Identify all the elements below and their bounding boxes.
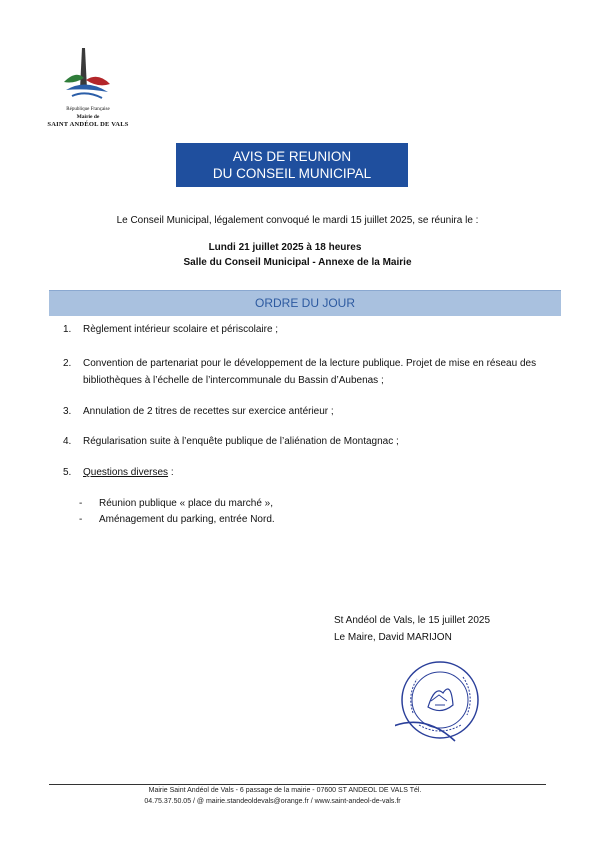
agenda-item-number: 5. (63, 467, 72, 478)
mairie-seal-icon (395, 655, 485, 745)
agenda-heading: ORDRE DU JOUR (49, 290, 561, 316)
agenda-item-text (83, 464, 558, 481)
sub-item-text: Aménagement du parking, entrée Nord. (99, 514, 275, 525)
official-stamp (395, 655, 485, 745)
title-banner (176, 143, 408, 187)
footer-contact: 04.75.37.50.05 / @ mairie.standeoldevals@orange.fr / www.saint-andeol-de-vals.fr (144, 798, 401, 805)
sub-item-dash: - (79, 514, 83, 525)
meeting-date: Lundi 21 juillet 2025 à 18 heures (208, 242, 362, 253)
agenda-item-text: Règlement intérieur scolaire et périscolaire ; (83, 324, 279, 335)
logo-republique: République Française (66, 107, 110, 112)
sub-item-text: Réunion publique « place du marché », (99, 498, 274, 509)
questions-diverses-label: Questions diverses (83, 467, 169, 478)
title-line-2: DU CONSEIL MUNICIPAL (212, 166, 372, 181)
agenda-item-text: Convention de partenariat pour le développement de la lecture publique. Projet de mise en réseau des bibliothèques à l’échelle de l’intercommunale du Bassin d’Aubenas ; (83, 358, 537, 386)
agenda-item-text: Annulation de 2 titres de recettes sur exercice antérieur ; (83, 406, 334, 417)
footer-divider (49, 784, 546, 785)
meeting-place: Salle du Conseil Municipal - Annexe de la Mairie (183, 257, 412, 268)
agenda-item-text: Régularisation suite à l’enquête publique de l’aliénation de Montagnac ; (83, 436, 399, 447)
signature-place-date: St Andéol de Vals, le 15 juillet 2025 (334, 615, 491, 626)
logo-town: SAINT ANDÉOL DE VALS (47, 121, 129, 128)
title-line-1: AVIS DE REUNION (232, 149, 352, 164)
questions-diverses-suffix: : (168, 467, 174, 478)
sub-item-dash: - (79, 498, 83, 509)
footer-address: Mairie Saint Andéol de Vals - 6 passage de la mairie - 07600 ST ANDEOL DE VALS Tél. (148, 787, 422, 794)
agenda-item-number: 3. (63, 406, 72, 417)
agenda-item-number: 2. (63, 358, 72, 369)
logo-mairie: Mairie de (76, 114, 100, 120)
intro-text: Le Conseil Municipal, légalement convoqué le mardi 15 juillet 2025, se réunira le : (116, 215, 479, 226)
logo-emblem-icon (62, 44, 112, 106)
agenda-item-number: 4. (63, 436, 72, 447)
signature-name: Le Maire, David MARIJON (334, 632, 452, 643)
municipal-logo (40, 44, 140, 134)
agenda-item-number: 1. (63, 324, 72, 335)
